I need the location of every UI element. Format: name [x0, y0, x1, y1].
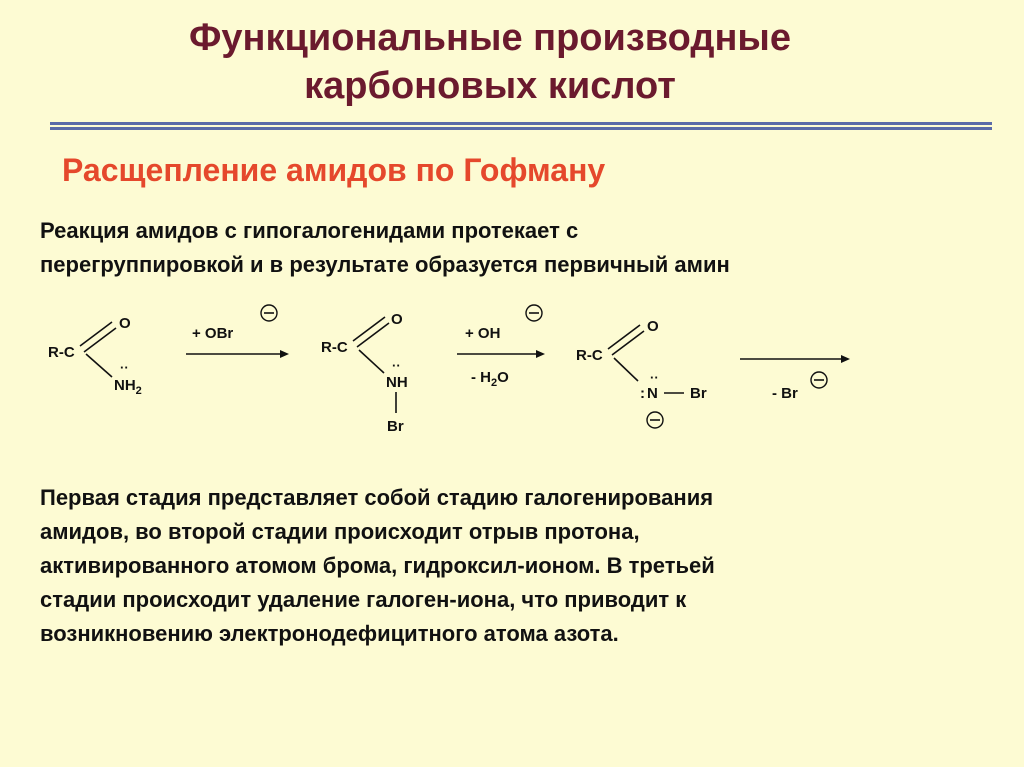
nh2-label: $NH_2$ [114, 377, 142, 397]
lone-pair-3: ·· [650, 370, 659, 385]
rc-label-1: R-C [48, 344, 75, 361]
reaction-arrow-2 [457, 305, 545, 389]
title-line-1: Функциональные производные [188, 17, 791, 59]
oxygen-label-3: O [647, 318, 659, 335]
lone-pair-1: ·· [120, 360, 129, 375]
reaction-scheme [0, 290, 1024, 450]
lone-pair-colon: : [640, 385, 645, 402]
n-bromoamide-molecule [321, 311, 408, 435]
single-bond-1 [86, 354, 112, 377]
single-bond-3 [614, 358, 638, 381]
n-label: N [647, 385, 658, 402]
arrow-head-2 [536, 350, 545, 358]
oxygen-label-1: O [119, 315, 131, 332]
reagent-oh: + OH [465, 325, 501, 342]
rc-label-3: R-C [576, 347, 603, 364]
bromine-label-2: Br [387, 418, 404, 435]
section-subtitle: Расщепление амидов по Гофману [62, 152, 606, 188]
single-bond-2 [359, 350, 384, 373]
amide-molecule [48, 315, 142, 397]
arrow-head-3 [841, 355, 850, 363]
title-line-2: карбоновых кислот [304, 65, 676, 107]
nh-label: NH [386, 374, 408, 391]
water-loss-label: - $H_2O$ [471, 369, 509, 389]
slide-title [0, 14, 980, 110]
arrow-head-1 [280, 350, 289, 358]
rc-label-2: R-C [321, 339, 348, 356]
reaction-arrow-1 [186, 305, 289, 358]
title-divider [50, 122, 992, 130]
bromoamide-anion-molecule [576, 318, 707, 428]
oxygen-label-2: O [391, 311, 403, 328]
explanation-paragraph: Первая стадия представляет собой стадию галогенирования амидов, во второй стадии происходит отрыв протона, активированного атомом брома, гидроксил-ионом. В третьей стадии происходит удаление галоген-иона, что приводит к возникновению электронодефицитного атома азота. [40, 485, 715, 646]
bromine-label-3: Br [690, 385, 707, 402]
reagent-obr: + OBr [192, 325, 234, 342]
reaction-arrow-3 [740, 355, 850, 402]
lone-pair-2: ·· [392, 358, 401, 373]
intro-paragraph: Реакция амидов с гипогалогенидами протекает с перегруппировкой и в результате образуется первичный амин [40, 218, 730, 277]
bromide-loss-label: - Br [772, 385, 798, 402]
